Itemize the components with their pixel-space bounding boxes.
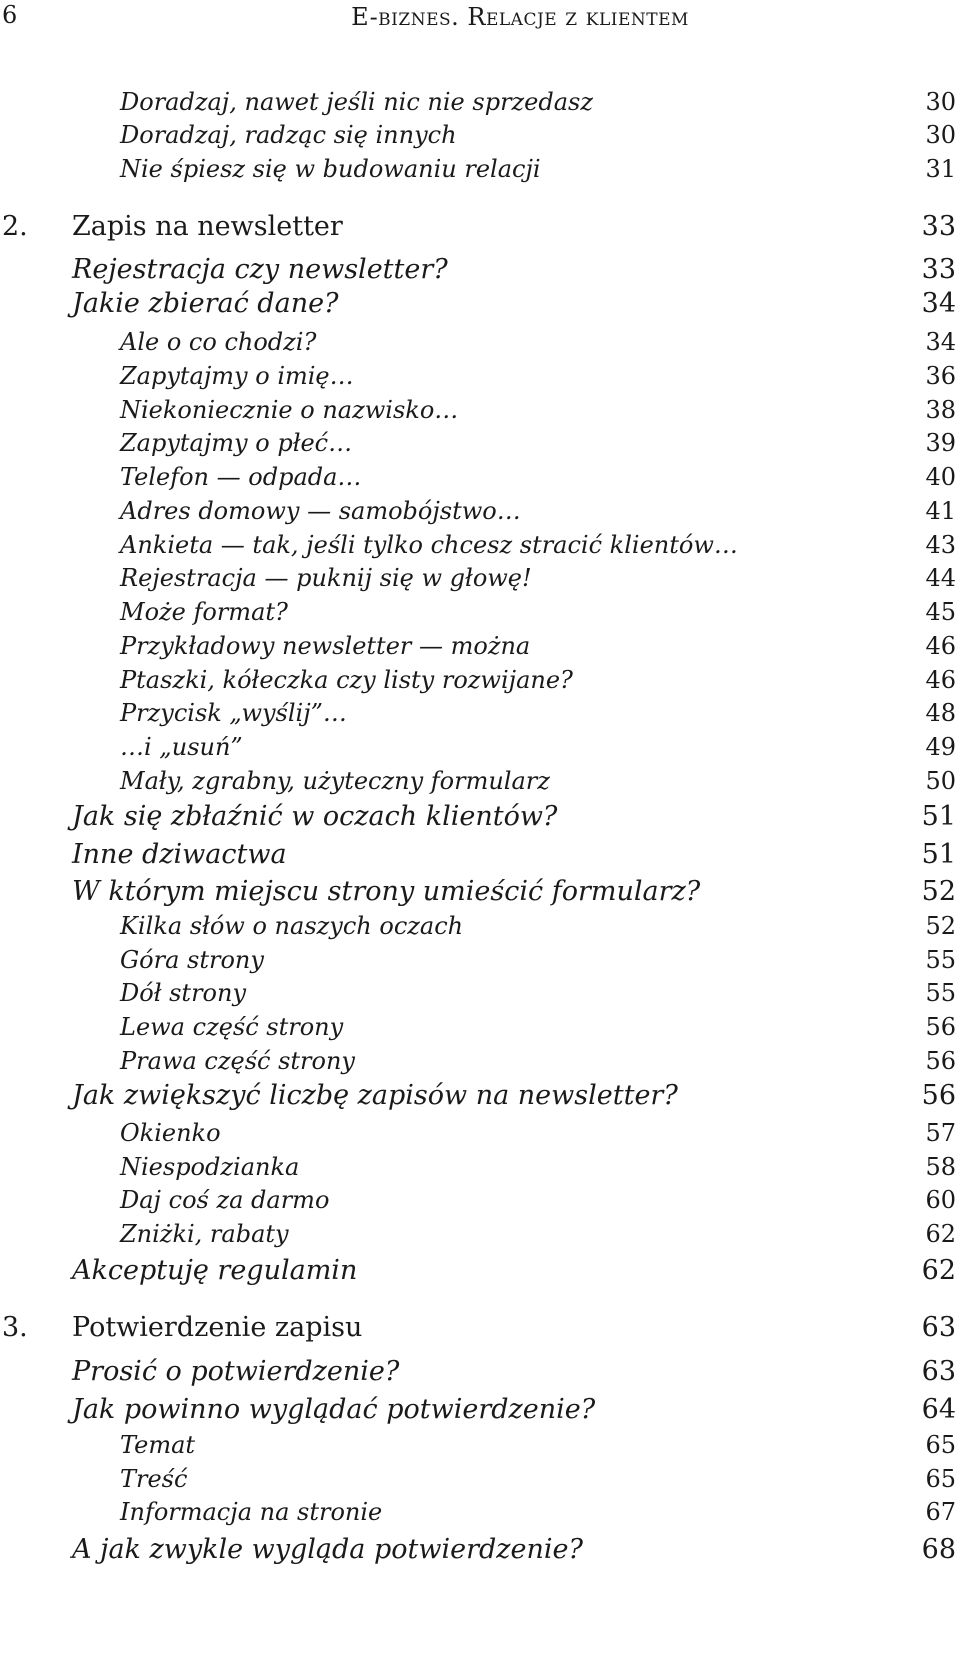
toc-entry-page: 44 (925, 564, 956, 592)
toc-entry-title: Przykładowy newsletter — można (120, 632, 531, 660)
toc-entry-page: 64 (921, 1394, 956, 1425)
toc-entry-title: Doradzaj, nawet jeśli nic nie sprzedasz (120, 88, 594, 116)
toc-entry-title: Niespodzianka (120, 1153, 300, 1181)
toc-entry-title: Temat (120, 1431, 196, 1459)
toc-entry-title: Ptaszki, kółeczka czy listy rozwijane? (120, 666, 573, 694)
toc-entry-page: 49 (925, 733, 956, 761)
toc-entry-page: 65 (925, 1431, 956, 1459)
toc-entry-title: Może format? (120, 598, 288, 626)
toc-entry-title: Ale o co chodzi? (120, 328, 317, 356)
toc-entry-page: 57 (925, 1119, 956, 1147)
toc-entry-title: Mały, zgrabny, użyteczny formularz (120, 767, 550, 795)
toc-entry-title: Prosić o potwierdzenie? (72, 1356, 400, 1387)
toc-entry-title: Okienko (120, 1119, 221, 1147)
toc-entry-title: Informacja na stronie (120, 1498, 383, 1526)
toc-chapter-number: 3. (2, 1312, 28, 1343)
toc-entry-title: Ankieta — tak, jeśli tylko chcesz stracić klientów… (120, 531, 738, 559)
toc-entry-page: 38 (925, 396, 956, 424)
toc-entry-page: 40 (925, 463, 956, 491)
toc-entry-page: 52 (921, 876, 956, 907)
toc-entry-title: Rejestracja — puknij się w głowę! (120, 564, 532, 592)
toc-entry-page: 65 (925, 1465, 956, 1493)
toc-entry-page: 43 (925, 531, 956, 559)
toc-entry-page: 33 (921, 254, 956, 285)
toc-entry-page: 56 (921, 1080, 956, 1111)
toc-entry-title: Zniżki, rabaty (120, 1220, 289, 1248)
toc-entry-title: Doradzaj, radząc się innych (120, 121, 457, 149)
toc-entry-page: 55 (925, 979, 956, 1007)
toc-entry-page: 48 (925, 699, 956, 727)
toc-entry-page: 41 (925, 497, 956, 525)
toc-entry-page: 30 (925, 88, 956, 116)
toc-entry-title: Nie śpiesz się w budowaniu relacji (120, 155, 541, 183)
toc-entry-page: 60 (925, 1186, 956, 1214)
toc-entry-title: Jakie zbierać dane? (72, 288, 339, 319)
page-number: 6 (2, 1, 18, 29)
toc-entry-title: A jak zwykle wygląda potwierdzenie? (72, 1534, 583, 1565)
toc-entry-page: 52 (925, 912, 956, 940)
toc-entry-page: 34 (925, 328, 956, 356)
toc-entry-page: 46 (925, 632, 956, 660)
toc-entry-page: 46 (925, 666, 956, 694)
toc-entry-title: Jak się zbłaźnić w oczach klientów? (72, 801, 558, 832)
toc-entry-page: 50 (925, 767, 956, 795)
toc-entry-title: Jak zwiększyć liczbę zapisów na newsletter? (72, 1080, 678, 1111)
toc-entry-title: …i „usuń” (120, 733, 243, 761)
toc-entry-title: Inne dziwactwa (72, 839, 287, 870)
toc-entry-title: Lewa część strony (120, 1013, 344, 1041)
toc-entry-title: Adres domowy — samobójstwo… (120, 497, 521, 525)
toc-entry-title: Dół strony (120, 979, 246, 1007)
toc-entry-title: Niekoniecznie o nazwisko… (120, 396, 459, 424)
toc-entry-title: Kilka słów o naszych oczach (120, 912, 464, 940)
toc-entry-page: 55 (925, 946, 956, 974)
toc-entry-title: Potwierdzenie zapisu (72, 1312, 363, 1343)
toc-chapter-number: 2. (2, 211, 28, 242)
toc-entry-page: 58 (925, 1153, 956, 1181)
toc-entry-page: 51 (921, 801, 956, 832)
toc-entry-page: 39 (925, 429, 956, 457)
toc-entry-title: Akceptuję regulamin (72, 1255, 358, 1286)
toc-entry-page: 63 (921, 1356, 956, 1387)
toc-entry-page: 45 (925, 598, 956, 626)
toc-entry-page: 30 (925, 121, 956, 149)
toc-entry-page: 62 (921, 1255, 956, 1286)
toc-entry-page: 68 (921, 1534, 956, 1565)
toc-entry-title: Jak powinno wyglądać potwierdzenie? (72, 1394, 596, 1425)
toc-entry-page: 51 (921, 839, 956, 870)
toc-entry-page: 33 (921, 211, 956, 242)
toc-entry-title: Zapytajmy o imię… (120, 362, 354, 390)
toc-entry-title: Treść (120, 1465, 188, 1493)
toc-entry-title: Daj coś za darmo (120, 1186, 330, 1214)
toc-entry-title: Góra strony (120, 946, 264, 974)
toc-entry-page: 63 (921, 1312, 956, 1343)
toc-entry-title: Zapis na newsletter (72, 211, 343, 242)
running-title: E-biznes. Relacje z klientem (351, 3, 689, 31)
toc-entry-page: 34 (921, 288, 956, 319)
toc-entry-page: 31 (925, 155, 956, 183)
toc-entry-title: Telefon — odpada… (120, 463, 362, 491)
toc-entry-title: Prawa część strony (120, 1047, 355, 1075)
toc-entry-title: Rejestracja czy newsletter? (72, 254, 448, 285)
toc-entry-page: 67 (925, 1498, 956, 1526)
toc-entry-title: W którym miejscu strony umieścić formularz? (72, 876, 701, 907)
toc-entry-title: Zapytajmy o płeć… (120, 429, 353, 457)
toc-entry-page: 36 (925, 362, 956, 390)
toc-entry-page: 62 (925, 1220, 956, 1248)
toc-entry-title: Przycisk „wyślij”… (120, 699, 347, 727)
toc-entry-page: 56 (925, 1047, 956, 1075)
toc-entry-page: 56 (925, 1013, 956, 1041)
